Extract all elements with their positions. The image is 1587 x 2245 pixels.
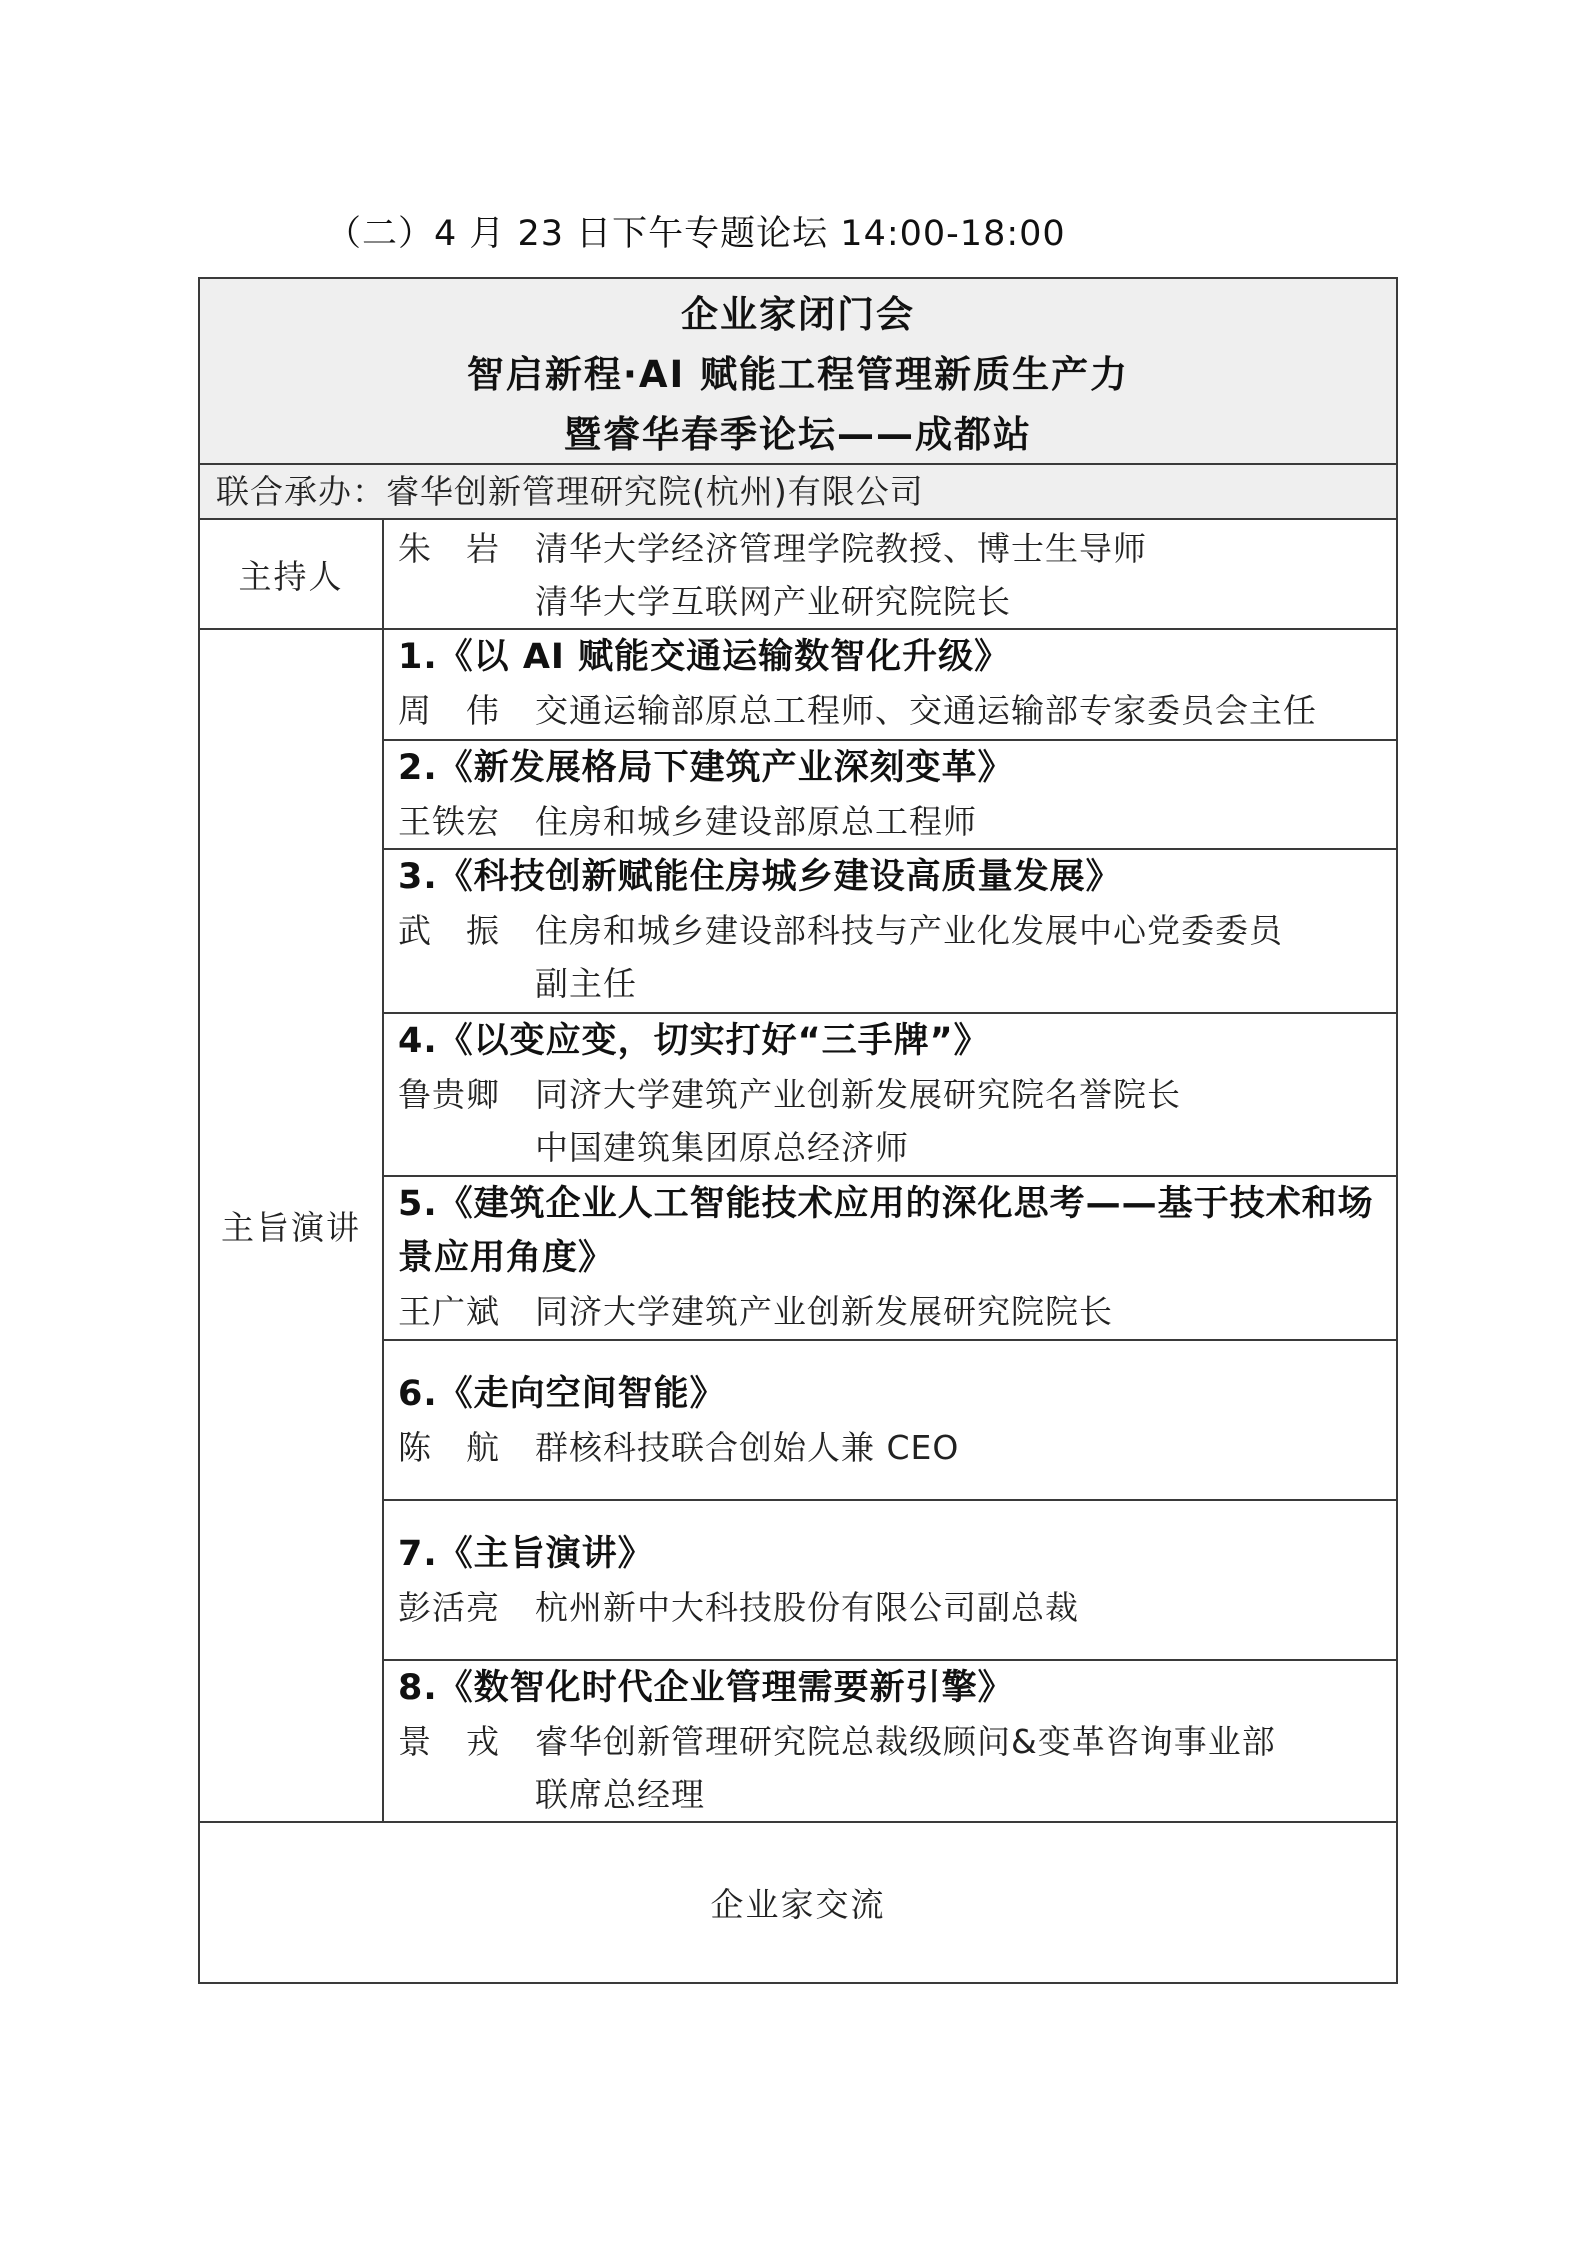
co-organizer-row [200, 463, 1396, 518]
talk-list [384, 630, 1396, 1821]
talk-item [384, 739, 1396, 848]
talk-speaker [398, 684, 1396, 737]
talk-speaker [398, 1421, 1396, 1474]
host-roles [535, 522, 1147, 628]
speaker-role: 住房和城乡建设部科技与产业化发展中心党委委员 [535, 911, 1283, 950]
talk-speaker [398, 1068, 1396, 1174]
speaker-name: 王广斌 [398, 1292, 500, 1331]
speaker-name: 景 戎 [398, 1722, 500, 1761]
talk-item [384, 1012, 1396, 1175]
talk-item [384, 848, 1396, 1012]
forum-title-line-2: 智启新程·AI 赋能工程管理新质生产力 [466, 353, 1130, 396]
forum-title-line-3: 暨睿华春季论坛——成都站 [564, 413, 1032, 456]
co-organizer-label: 联合承办： [216, 472, 386, 511]
speaker-role: 同济大学建筑产业创新发展研究院名誉院长 [535, 1075, 1181, 1114]
speaker-name: 彭活亮 [398, 1588, 500, 1627]
talk-title: 8.《数智化时代企业管理需要新引擎》 [398, 1668, 1014, 1708]
forum-header [200, 279, 1396, 463]
speaker-role: 联席总经理 [535, 1775, 705, 1814]
co-organizer-value: 睿华创新管理研究院(杭州)有限公司 [386, 472, 924, 511]
forum-title-line-1: 企业家闭门会 [681, 293, 915, 336]
speaker-name: 王铁宏 [398, 802, 500, 841]
talk-item [384, 1659, 1396, 1821]
speaker-role: 住房和城乡建设部原总工程师 [535, 802, 977, 841]
speaker-name: 周 伟 [398, 691, 500, 730]
talk-title: 3.《科技创新赋能住房城乡建设高质量发展》 [398, 857, 1122, 897]
talk-item [384, 1175, 1396, 1339]
speaker-role: 同济大学建筑产业创新发展研究院院长 [535, 1292, 1113, 1331]
talk-speaker [398, 795, 1396, 848]
section-title: （二）4 月 23 日下午专题论坛 14:00-18:00 [326, 214, 1066, 254]
talk-title: 5.《建筑企业人工智能技术应用的深化思考——基于技术和场景应用角度》 [398, 1184, 1374, 1278]
talk-item [384, 630, 1396, 739]
keynote-row [200, 628, 1396, 1821]
host-role: 清华大学互联网产业研究院院长 [535, 582, 1011, 621]
talk-speaker [398, 904, 1396, 1010]
host-role: 清华大学经济管理学院教授、博士生导师 [535, 529, 1147, 568]
speaker-role: 睿华创新管理研究院总裁级顾问&变革咨询事业部 [535, 1722, 1276, 1761]
speaker-role: 杭州新中大科技股份有限公司副总裁 [535, 1588, 1079, 1627]
speaker-role: 中国建筑集团原总经济师 [535, 1128, 909, 1167]
exchange-label: 企业家交流 [710, 1885, 886, 1924]
host-name: 朱 岩 [398, 529, 500, 568]
host-label: 主持人 [200, 520, 384, 628]
host-row [200, 518, 1396, 628]
speaker-role: 交通运输部原总工程师、交通运输部专家委员会主任 [535, 691, 1317, 730]
speaker-role: 副主任 [535, 964, 637, 1003]
keynote-label: 主旨演讲 [200, 630, 384, 1821]
talk-title: 6.《走向空间智能》 [398, 1374, 726, 1414]
talk-item [384, 1339, 1396, 1499]
agenda-table [198, 277, 1398, 1984]
speaker-name: 鲁贵卿 [398, 1075, 500, 1114]
talk-title: 7.《主旨演讲》 [398, 1534, 654, 1574]
talk-speaker [398, 1715, 1396, 1821]
talk-title: 4.《以变应变，切实打好“三手牌”》 [398, 1021, 990, 1061]
host-speaker [398, 522, 1396, 628]
talk-speaker [398, 1581, 1396, 1634]
exchange-row [200, 1821, 1396, 1982]
talk-speaker [398, 1285, 1396, 1338]
speaker-name: 武 振 [398, 911, 500, 950]
talk-title: 1.《以 AI 赋能交通运输数智化升级》 [398, 637, 1011, 677]
talk-title: 2.《新发展格局下建筑产业深刻变革》 [398, 748, 1014, 788]
speaker-name: 陈 航 [398, 1428, 500, 1467]
talk-item [384, 1499, 1396, 1659]
speaker-role: 群核科技联合创始人兼 CEO [535, 1428, 960, 1467]
host-details [384, 520, 1396, 628]
